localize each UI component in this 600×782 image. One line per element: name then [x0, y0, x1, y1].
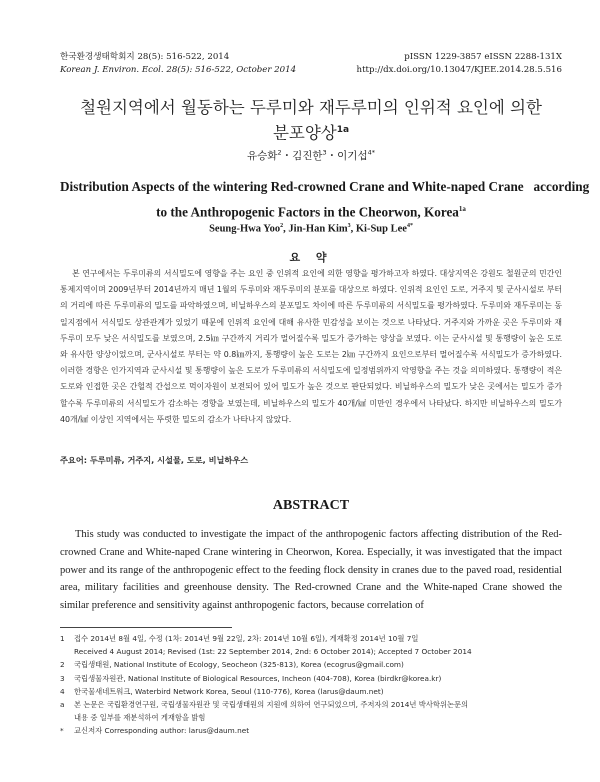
author-ko-name: 김진한 [292, 150, 323, 162]
footnote-item [60, 698, 562, 724]
keywords: 주요어: 두루미류, 거주지, 시설물, 도로, 비닐하우스 [60, 455, 249, 465]
footnote-mark: 1 [60, 634, 65, 643]
author-ko-affil: 4* [367, 148, 375, 157]
author-en-affil: 4* [406, 223, 413, 229]
footnote-mark: 2 [60, 660, 65, 670]
footnote-line: 접수 2014년 8월 4일, 수정 (1차: 2014년 9월 22일, 2차: 2014년 10월 6일), 게재확정 2014년 10월 7일 [74, 634, 419, 643]
title-english [60, 176, 590, 223]
journal-ids [357, 51, 562, 77]
footnote-item [60, 685, 562, 698]
title-en-line1: Distribution Aspects of the wintering Red-crowned Crane and White-naped Crane according [60, 179, 590, 194]
footnote-item [60, 672, 562, 685]
issn: pISSN 1229-3857 eISSN 2288-131X [404, 52, 562, 62]
abstract-en-heading: ABSTRACT [272, 498, 350, 513]
abstract-ko-body: 본 연구에서는 두루미류의 서식밀도에 영향을 주는 요인 중 인위적 요인에 의한 영향을 평가하고자 하였다. 대상지역은 강원도 철원군의 민간인통제지역이며 2009년부터 2014년까지 매년 1월의 두루미와 재두루미의 분포를 대상으로 하였다. 인위적 요인인 도로, 거주지 및 군사시설로 부터의 거리에 따른 두루미류의 밀도를 파악하였으며, 비닐하우스의 분포밀도 차이에 따른 두루미류의 서식밀도를 평가하였다. 두루미와 재두루미는 동일지점에서 서식밀도 상관관계가 있었기 때문에 인위적 요인에 대해 유사한 민감성을 보이는 것으로 나타났다. 거주지와 가까운 곳은 두루미와 재두루미 모두 낮은 서식밀도를 보였으며, 2.5㎞ 구간까지 거리가 멀어질수록 밀도가 증가하는 양상을 보였다. 이는 군사시설 및 통행량이 높은 도로와 유사한 양상이었으며, 군사시설로 부터는 약 0.8㎞까지, 통행량이 높은 도로는 2㎞ 구간까지 요인으로부터 멀어질수록 서식밀도가 증가하였다. 이러한 경향은 인가지역과 군사시설 및 통행량이 높은 도로가 두루미류의 서식밀도에 일정범위까지 악영향을 주는 것을 의미하였다. 통행량이 적은 도로와 인접한 곳은 간헐적 간섭으로 먹이자원이 보전되어 있어 밀도가 높은 것으로 판단되었다. 비닐하우스의 밀도가 낮은 곳에서는 밀도가 증가할수록 두루미류의 서식밀도가 감소하는 경향을 보였는데, 비닐하우스의 밀도가 40개/㎢ 미만인 경우에서 나타났다. 하지만 비닐하우스의 밀도가 40개/㎢ 이상인 지역에서는 뚜렷한 밀도의 감소가 나타나지 않았다. [60, 269, 562, 424]
journal-citation [60, 51, 296, 77]
author-ko-name: 이기섭 [337, 150, 368, 162]
author-ko-name: 유승화 [247, 150, 278, 162]
footnote-item [60, 632, 562, 658]
title-en-line2: to the Anthropogenic Factors in the Cheorwon, Korea [156, 204, 459, 220]
author-separator-en: , [350, 223, 356, 235]
title-ko-line1: 철원지역에서 월동하는 두루미와 재두루미의 인위적 요인에 의한 [80, 98, 542, 117]
footnote-mark: * [60, 726, 64, 736]
author-separator-en: , [283, 223, 289, 235]
abstract-ko-heading: 요 약 [289, 251, 333, 264]
footnote-divider [60, 627, 232, 628]
footnote-line: 국립생물자원관, National Institute of Biological Resources, Incheon (404-708), Korea (birdkr@korea.kr) [74, 673, 442, 683]
footnote-mark: 3 [60, 673, 65, 683]
title-ko-footnote-mark: 1a [336, 125, 350, 135]
footnote-line: Received 4 August 2014; Revised (1st: 22 September 2014, 2nd: 6 October 2014); Accepted 7 October 2014 [74, 647, 472, 657]
footnote-line: 교신저자 Corresponding author: larus@daum.net [74, 726, 250, 736]
footnote-line: 국립생태원, National Institute of Ecology, Seocheon (325-813), Korea (ecogrus@gmail.com) [74, 660, 404, 670]
title-ko-line2: 분포양상 [272, 123, 337, 143]
abstract-en-body: This study was conducted to investigate the impact of the anthropogenic factors affecting distribution of the Red-crowned Crane and White-naped Crane wintering in Cheorwon, Korea. Especially, it was investigated that the impact power and its range of the anthropogenic effect to the feeding flock density in cranes due to the paved road, residential area, military facilities and greenhouse density. The Red-crowned Crane and the White-naped Crane showed the similar preference and sensitivity against anthropogenic factors, because correlation of [60, 529, 562, 612]
authors-korean [60, 148, 562, 163]
journal-name-en: Korean J. Environ. Ecol. 28(5): 516-522, October 2014 [60, 65, 297, 75]
author-en-name: Jin-Han Kim [288, 223, 348, 235]
author-separator: ・ [281, 150, 293, 162]
doi-link[interactable]: http://dx.doi.org/10.13047/KJEE.2014.28.5.516 [356, 65, 562, 75]
footnote-line: 내용 중 일부를 재분석하여 게재함을 밝힘 [74, 713, 206, 723]
journal-name-ko: 한국환경생태학회지 28(5): 516-522, 2014 [60, 52, 230, 62]
authors-english [60, 223, 562, 235]
title-en-footnote-mark: 1a [458, 205, 466, 213]
author-separator: ・ [326, 150, 338, 162]
footnote-line: 한국물새네트워크, Waterbird Network Korea, Seoul (110-776), Korea (larus@daum.net) [74, 686, 384, 696]
footnote-line: 본 논문은 국립환경연구원, 국립생물자원관 및 국립생태원의 지원에 의하여 연구되었으며, 주저자의 2014년 박사학위논문의 [74, 700, 469, 710]
author-en-name: Seung-Hwa Yoo [209, 223, 281, 235]
footnotes [60, 632, 562, 738]
footnote-mark: a [60, 700, 65, 710]
footnote-item [60, 724, 562, 737]
author-en-name: Ki-Sup Lee [355, 223, 407, 235]
footnote-item [60, 658, 562, 671]
footnote-mark: 4 [60, 686, 65, 696]
title-korean [60, 97, 562, 145]
author-ko-affil: 2 [277, 148, 282, 157]
author-en-affil: 3 [347, 223, 351, 229]
author-ko-affil: 3 [322, 148, 327, 157]
author-en-affil: 2 [280, 223, 284, 229]
